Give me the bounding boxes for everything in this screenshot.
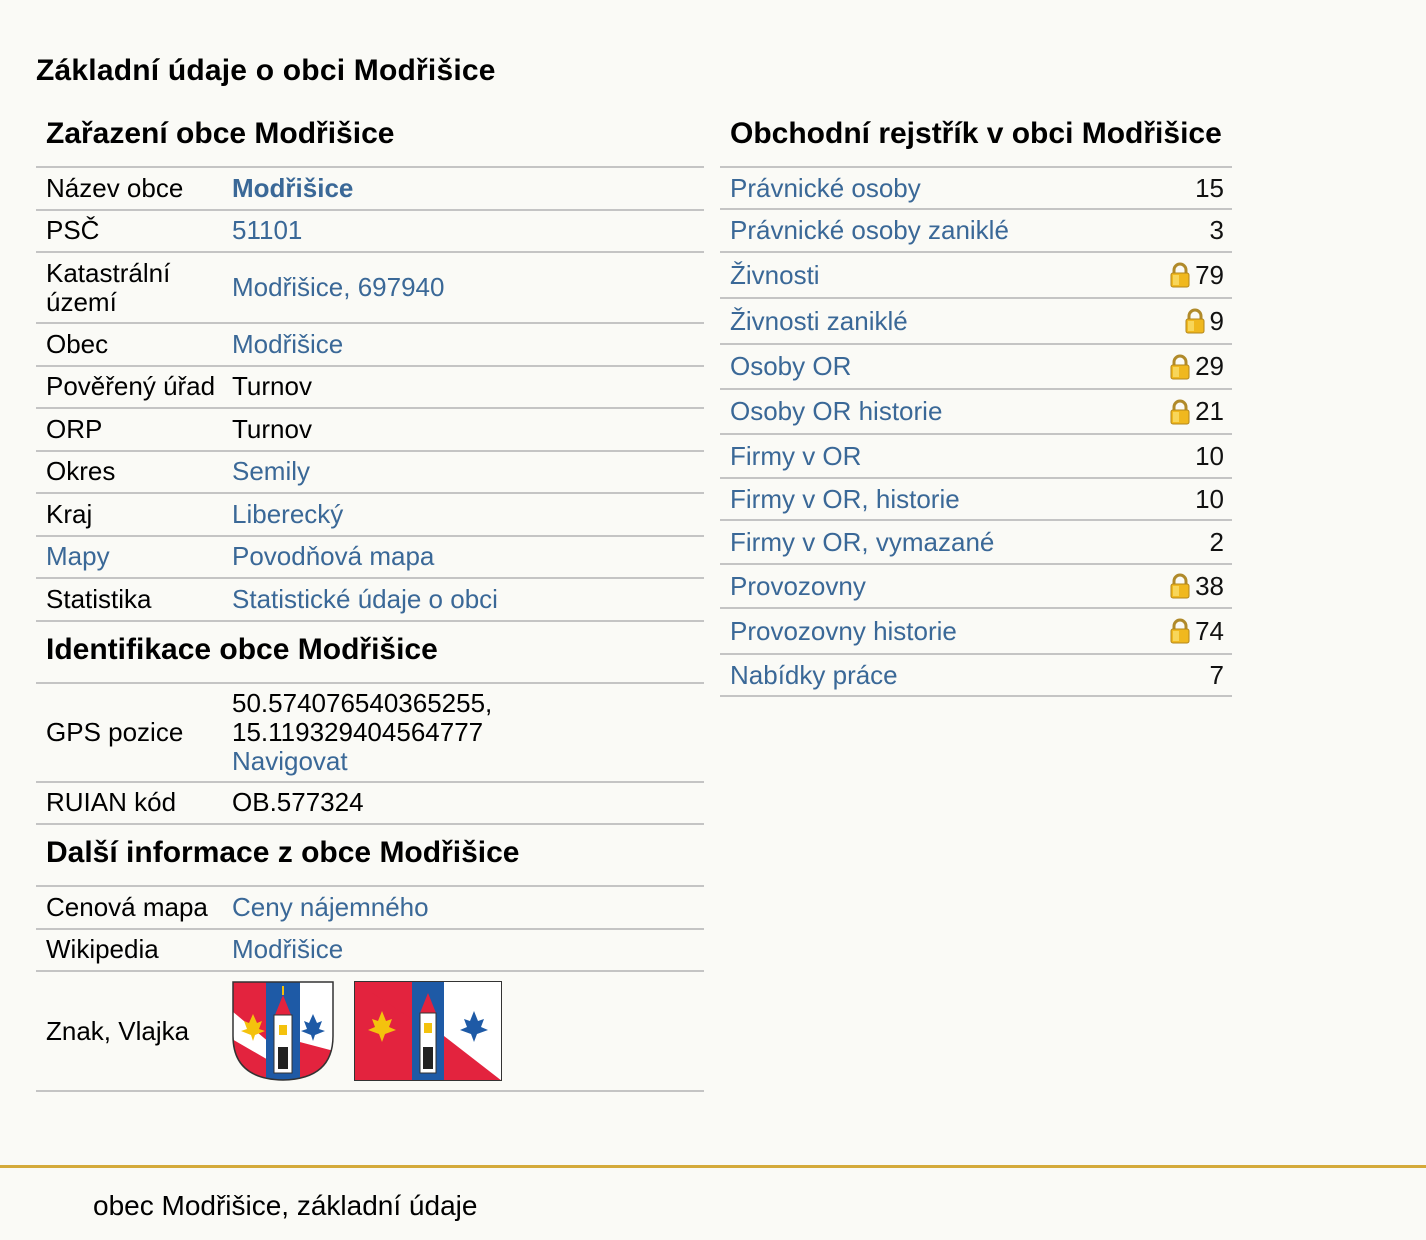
row-label: Okres — [46, 456, 116, 487]
rejstrik-count: 3 — [1209, 215, 1224, 245]
padlock-icon — [1169, 399, 1191, 425]
row-povereny-urad — [36, 367, 704, 410]
row-ruian — [36, 783, 704, 826]
wikipedia-link[interactable]: Modřišice — [232, 934, 344, 965]
row-orp — [36, 409, 704, 452]
left-column — [36, 112, 704, 1092]
row-label: Kraj — [46, 498, 93, 529]
row-label: Katastrální území — [46, 257, 171, 317]
rejstrik-link[interactable]: Nabídky práce — [730, 659, 898, 690]
page-title: Základní údaje o obci Modřišice — [36, 54, 496, 87]
rejstrik-row — [720, 210, 1232, 253]
rejstrik-row — [720, 435, 1232, 479]
obec-name-link[interactable]: Modřišice — [232, 172, 354, 203]
rejstrik-row — [720, 168, 1232, 210]
rejstrik-count-wrap — [1210, 660, 1224, 691]
row-label: RUIAN kód — [46, 787, 177, 818]
row-label: Obec — [46, 328, 109, 359]
statistika-link[interactable]: Statistické údaje o obci — [232, 583, 498, 614]
row-label: Znak, Vlajka — [46, 1015, 190, 1046]
row-label: PSČ — [46, 215, 100, 246]
rejstrik-count: 74 — [1195, 615, 1224, 646]
ceny-najemneho-link[interactable]: Ceny nájemného — [232, 891, 429, 922]
rejstrik-link[interactable]: Živnosti — [730, 259, 820, 290]
rejstrik-count-wrap — [1169, 616, 1224, 647]
gps-lat: 50.574076540365255, — [232, 687, 493, 718]
povereny-urad-value: Turnov — [232, 371, 312, 402]
row-label: ORP — [46, 413, 103, 444]
row-psc — [36, 211, 704, 254]
padlock-icon — [1184, 308, 1206, 334]
footer-text: obec Modřišice, základní údaje — [93, 1190, 478, 1221]
rejstrik-count-wrap — [1184, 306, 1224, 337]
rejstrik-count-wrap — [1195, 441, 1224, 472]
row-label: Cenová mapa — [46, 891, 208, 922]
rejstrik-link[interactable]: Firmy v OR, historie — [730, 483, 960, 514]
row-znak-vlajka — [36, 972, 704, 1092]
gps-lon: 15.119329404564777 — [232, 716, 484, 747]
rejstrik-row — [720, 479, 1232, 521]
rejstrik-count: 9 — [1209, 305, 1224, 336]
rejstrik-link[interactable]: Firmy v OR, vymazané — [730, 526, 995, 557]
padlock-icon — [1169, 262, 1191, 288]
rejstrik-count-wrap — [1169, 396, 1224, 427]
zarazeni-title: Zařazení obce Modřišice — [36, 112, 704, 168]
rejstrik-count: 79 — [1195, 259, 1224, 290]
rejstrik-count: 29 — [1195, 351, 1224, 381]
dalsi-title: Další informace z obce Modřišice — [36, 825, 704, 887]
padlock-icon — [1169, 354, 1191, 380]
rejstrik-row — [720, 345, 1232, 390]
rejstrik-count: 15 — [1195, 172, 1224, 203]
rejstrik-link[interactable]: Právnické osoby zaniklé — [730, 215, 1009, 245]
rejstrik-list — [720, 168, 1232, 697]
row-label: Pověřený úřad — [46, 371, 216, 402]
orp-value: Turnov — [232, 413, 312, 444]
row-kraj — [36, 494, 704, 537]
rejstrik-count: 21 — [1195, 396, 1224, 426]
rejstrik-row — [720, 521, 1232, 565]
rejstrik-count-wrap — [1210, 215, 1224, 246]
rejstrik-count-wrap — [1169, 260, 1224, 291]
rejstrik-count: 7 — [1209, 659, 1224, 690]
obec-link[interactable]: Modřišice — [232, 328, 344, 359]
rejstrik-row — [720, 565, 1232, 609]
rejstrik-count-wrap — [1210, 527, 1224, 558]
rejstrik-row — [720, 253, 1232, 299]
row-statistika — [36, 579, 704, 622]
rejstrik-row — [720, 390, 1232, 435]
row-gps — [36, 684, 704, 783]
row-label: GPS pozice — [46, 716, 184, 747]
identifikace-title: Identifikace obce Modřišice — [36, 622, 704, 684]
rejstrik-link[interactable]: Osoby OR — [730, 351, 852, 381]
row-katastralni-uzemi — [36, 253, 704, 324]
row-wikipedia — [36, 930, 704, 973]
rejstrik-link[interactable]: Provozovny — [730, 570, 866, 601]
psc-link[interactable]: 51101 — [232, 215, 303, 246]
rejstrik-row — [720, 609, 1232, 655]
row-obec — [36, 324, 704, 367]
right-column — [720, 112, 1232, 697]
rejstrik-count-wrap — [1195, 173, 1224, 204]
row-label: Statistika — [46, 583, 152, 614]
rejstrik-link[interactable]: Firmy v OR — [730, 440, 862, 471]
padlock-icon — [1169, 573, 1191, 599]
rejstrik-row — [720, 655, 1232, 697]
row-cenova-mapa — [36, 887, 704, 930]
povodnova-mapa-link[interactable]: Povodňová mapa — [232, 541, 435, 572]
kraj-link[interactable]: Liberecký — [232, 498, 344, 529]
row-label: Wikipedia — [46, 934, 159, 965]
katastralni-uzemi-link[interactable]: Modřišice, 697940 — [232, 272, 445, 302]
rejstrik-title: Obchodní rejstřík v obci Modřišice — [720, 112, 1232, 168]
rejstrik-count: 10 — [1195, 483, 1224, 514]
ruian-value: OB.577324 — [232, 787, 364, 818]
row-mapy — [36, 537, 704, 580]
rejstrik-count-wrap — [1169, 351, 1224, 382]
rejstrik-count: 38 — [1195, 570, 1224, 601]
rejstrik-link[interactable]: Provozovny historie — [730, 615, 957, 646]
navigovat-link[interactable]: Navigovat — [232, 745, 348, 776]
padlock-icon — [1169, 618, 1191, 644]
row-label: Název obce — [46, 172, 184, 203]
rejstrik-count-wrap — [1195, 484, 1224, 515]
coat-of-arms-image[interactable] — [232, 981, 334, 1081]
row-nazev-obce — [36, 168, 704, 211]
rejstrik-count: 2 — [1209, 526, 1224, 557]
rejstrik-link[interactable]: Živnosti zaniklé — [730, 305, 908, 336]
footer-divider — [0, 1165, 1426, 1168]
rejstrik-link[interactable]: Právnické osoby — [730, 172, 921, 203]
row-okres — [36, 452, 704, 495]
rejstrik-link[interactable]: Osoby OR historie — [730, 396, 943, 426]
rejstrik-row — [720, 299, 1232, 345]
mapy-link[interactable]: Mapy — [46, 541, 110, 572]
rejstrik-count-wrap — [1169, 571, 1224, 602]
rejstrik-count: 10 — [1195, 440, 1224, 471]
flag-image[interactable] — [354, 981, 502, 1081]
okres-link[interactable]: Semily — [232, 456, 311, 487]
